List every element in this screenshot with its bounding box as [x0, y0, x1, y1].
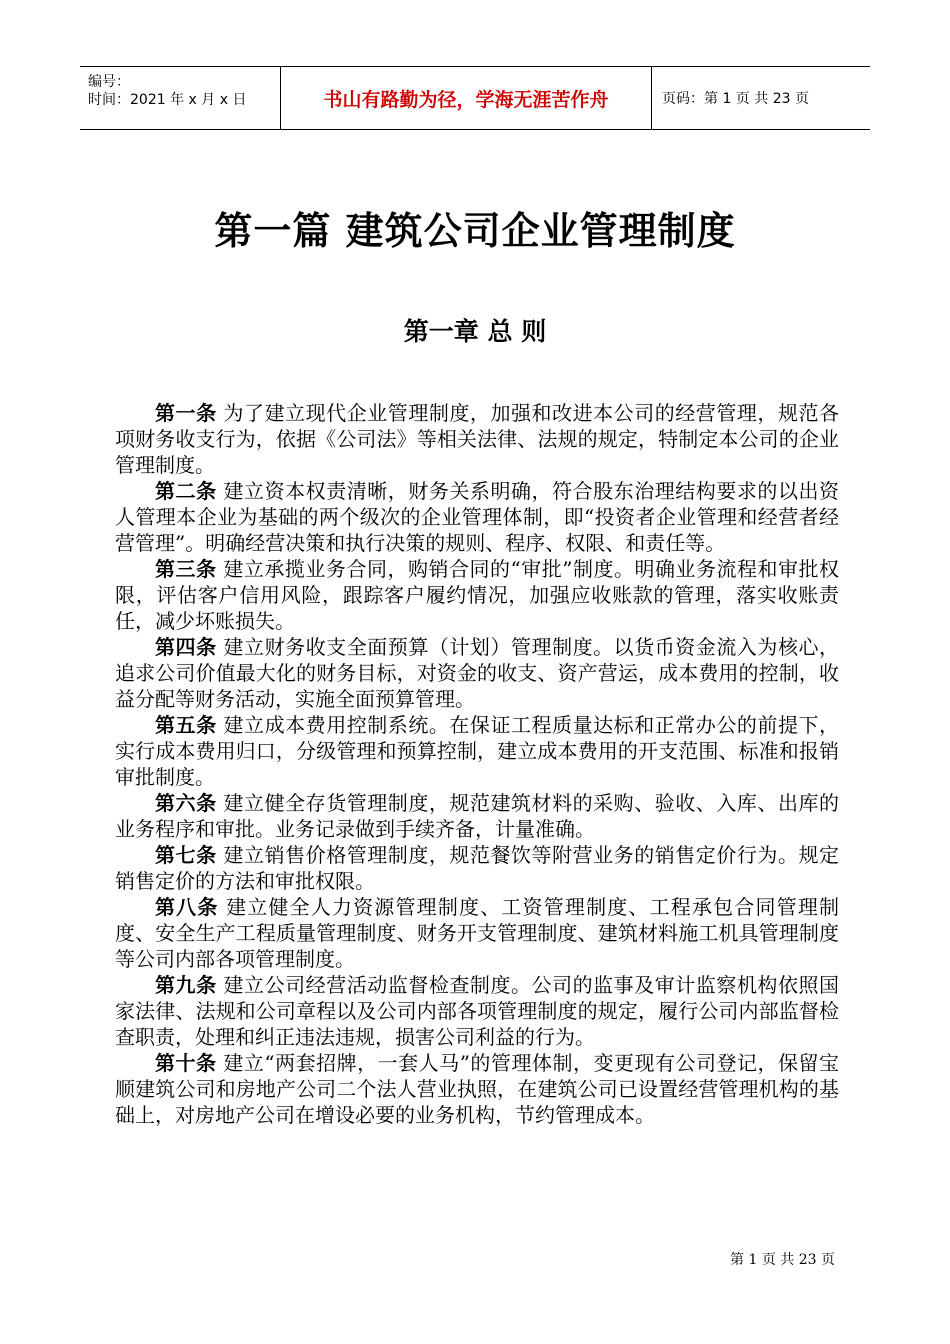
article-label: 第六条 [155, 791, 217, 815]
article-label: 第十条 [155, 1051, 217, 1075]
page-footer: 第 1 页 共 23 页 [730, 1252, 835, 1268]
article-9 [115, 972, 839, 1050]
document-title: 第一篇 建筑公司企业管理制度 [214, 209, 736, 253]
document-body [115, 400, 839, 1128]
article-label: 第三条 [155, 557, 217, 581]
document-number-label: 编号： [88, 74, 130, 90]
article-text: 建立公司经营活动监督检查制度。公司的监事及审计监察机构依照国家法律、法规和公司章程以及公司内部各项管理制度的规定，履行公司内部监督检查职责，处理和纠正违法违规，损害公司利益的行为。 [115, 973, 840, 1049]
article-8 [115, 894, 839, 972]
page-header [80, 66, 870, 130]
article-label: 第五条 [155, 713, 217, 737]
article-text: 建立成本费用控制系统。在保证工程质量达标和正常办公的前提下，实行成本费用归口，分级管理和预算控制，建立成本费用的开支范围、标准和报销审批制度。 [115, 713, 840, 789]
article-text: 建立资本权责清晰，财务关系明确，符合股东治理结构要求的以出资人管理本企业为基础的两个级次的企业管理体制，即“投资者企业管理和经营者经营管理”。明确经营决策和执行决策的规则、程序、权限、和责任等。 [115, 479, 840, 555]
article-label: 第四条 [155, 635, 217, 659]
article-6 [115, 790, 839, 842]
header-meta [80, 67, 280, 129]
article-label: 第一条 [155, 401, 217, 425]
article-2 [115, 478, 839, 556]
article-4 [115, 634, 839, 712]
article-label: 第八条 [155, 895, 219, 919]
article-text: 建立承揽业务合同，购销合同的“审批”制度。明确业务流程和审批权限，评估客户信用风险，跟踪客户履约情况，加强应收账款的管理，落实收账责任，减少坏账损失。 [115, 557, 840, 633]
article-text: 建立销售价格管理制度，规范餐饮等附营业务的销售定价行为。规定销售定价的方法和审批权限。 [115, 843, 840, 893]
article-label: 第九条 [155, 973, 217, 997]
article-5 [115, 712, 839, 790]
article-text: 建立健全人力资源管理制度、工资管理制度、工程承包合同管理制度、安全生产工程质量管理制度、财务开支管理制度、建筑材料施工机具管理制度等公司内部各项管理制度。 [115, 895, 840, 971]
article-label: 第二条 [155, 479, 217, 503]
article-text: 建立健全存货管理制度，规范建筑材料的采购、验收、入库、出库的业务程序和审批。业务记录做到手续齐备，计量准确。 [115, 791, 840, 841]
article-label: 第七条 [155, 843, 217, 867]
article-text: 建立财务收支全面预算（计划）管理制度。以货币资金流入为核心，追求公司价值最大化的财务目标，对资金的收支、资产营运，成本费用的控制，收益分配等财务活动，实施全面预算管理。 [115, 635, 840, 711]
document-date: 时间：2021 年 x 月 x 日 [88, 92, 247, 108]
article-1 [115, 400, 839, 478]
article-7 [115, 842, 839, 894]
header-page-info: 页码：第 1 页 共 23 页 [662, 91, 809, 107]
article-10 [115, 1050, 839, 1128]
article-3 [115, 556, 839, 634]
article-text: 为了建立现代企业管理制度，加强和改进本公司的经营管理，规范各项财务收支行为，依据《公司法》等相关法律、法规的规定，特制定本公司的企业管理制度。 [115, 401, 840, 477]
article-text: 建立“两套招牌，一套人马”的管理体制，变更现有公司登记，保留宝顺建筑公司和房地产公司二个法人营业执照，在建筑公司已设置经营管理机构的基础上，对房地产公司在增设必要的业务机构，节约管理成本。 [115, 1051, 840, 1127]
header-motto: 书山有路勤为径，学海无涯苦作舟 [280, 67, 652, 129]
chapter-heading: 第一章 总 则 [403, 317, 547, 346]
